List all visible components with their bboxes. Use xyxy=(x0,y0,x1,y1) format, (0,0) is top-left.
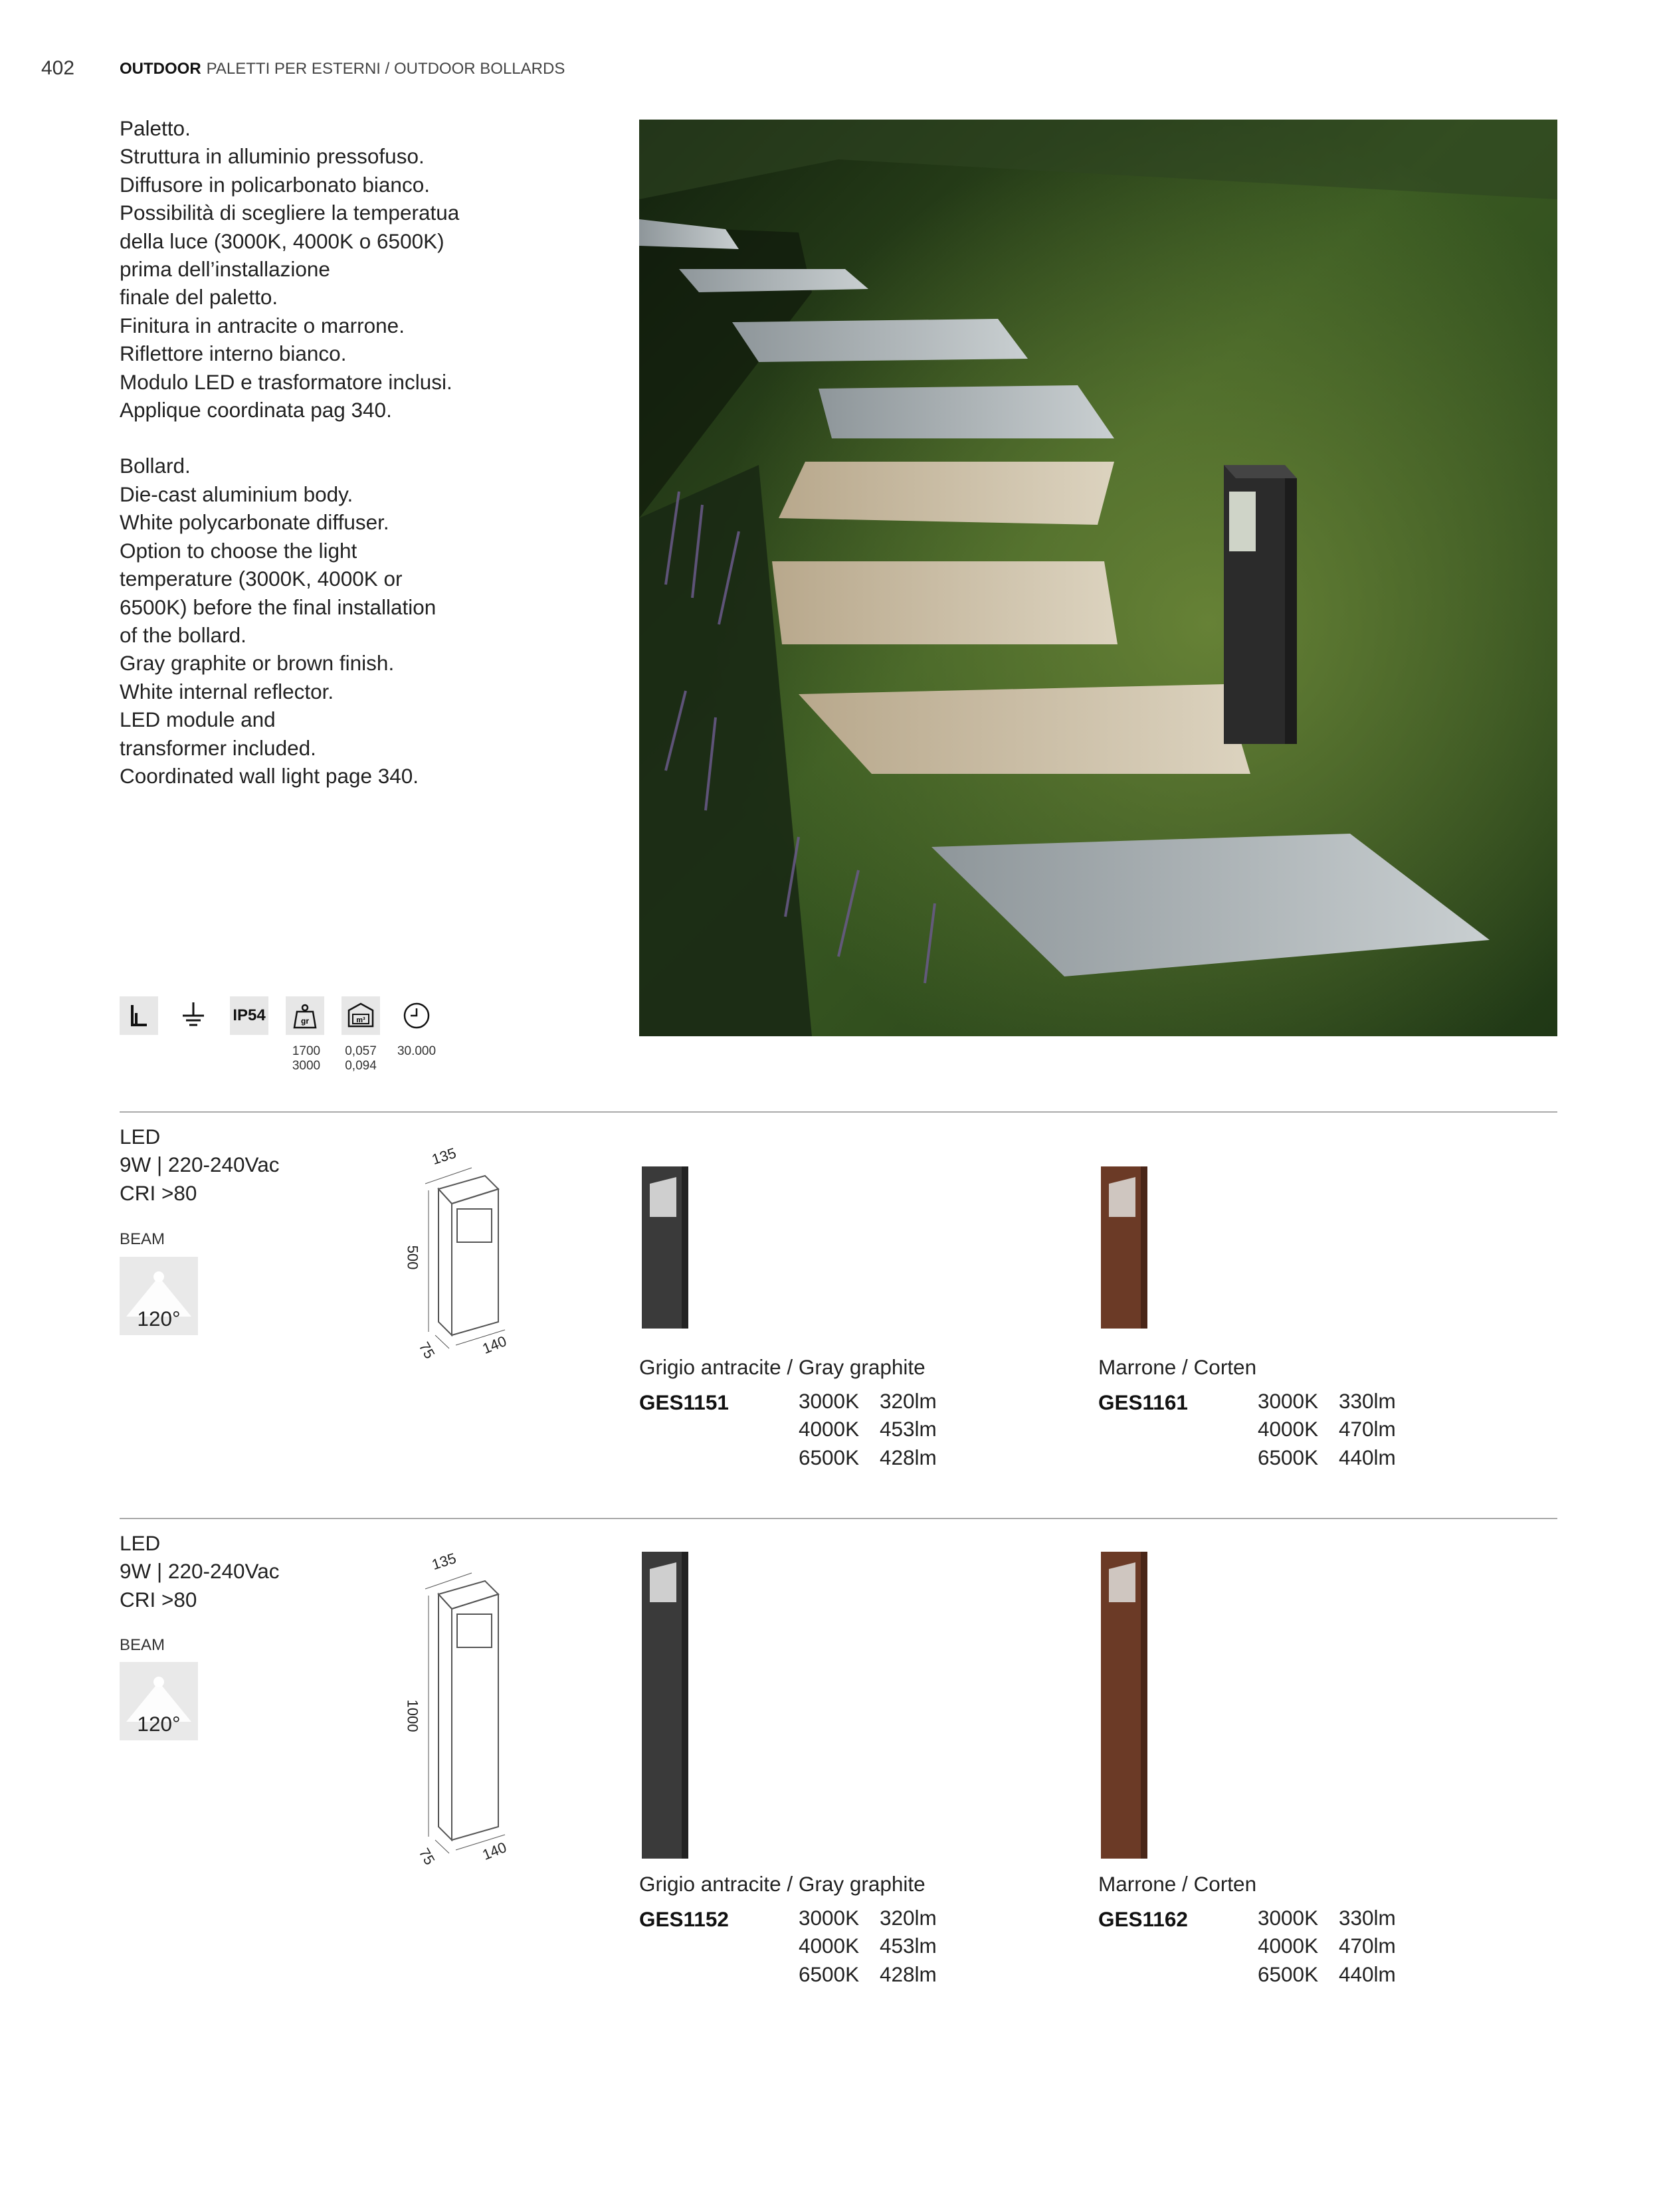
section-title: OUTDOOR xyxy=(120,60,201,78)
product-spec: LED 9W | 220-240Vac CRI >80 xyxy=(120,1531,280,1612)
dimension-drawing xyxy=(399,1548,518,1880)
dim-top: 135 xyxy=(429,1549,458,1574)
temp-row: 4000K 470lm xyxy=(1258,1417,1396,1441)
temp-row: 3000K 330lm xyxy=(1258,1906,1396,1930)
beam-angle: 120° xyxy=(137,1307,181,1331)
beam-diagram xyxy=(120,1257,198,1335)
weight-icon xyxy=(286,996,324,1035)
section-subtitle: PALETTI PER ESTERNI / OUTDOOR BOLLARDS xyxy=(206,60,565,78)
ip-rating: IP54 xyxy=(230,996,268,1035)
beam-diagram xyxy=(120,1662,198,1740)
finish-label: Marrone / Corten xyxy=(1098,1355,1257,1379)
lifetime-value: 30.000 xyxy=(397,1044,437,1058)
earth-ground-icon xyxy=(174,996,213,1035)
desc-line: Bollard. xyxy=(120,454,191,478)
desc-line: temperature (3000K, 4000K or xyxy=(120,567,403,591)
section-divider xyxy=(120,1518,1557,1519)
dim-depth: 75 xyxy=(415,1845,439,1868)
dim-top: 135 xyxy=(429,1144,458,1168)
color-temperature-list xyxy=(799,1904,937,1988)
temp-row: 4000K 453lm xyxy=(799,1417,937,1441)
dim-width: 140 xyxy=(480,1839,509,1864)
dim-width: 140 xyxy=(480,1333,509,1358)
temp-row: 6500K 440lm xyxy=(1258,1962,1396,1986)
desc-line: transformer included. xyxy=(120,735,316,760)
svg-text:gr: gr xyxy=(301,1016,309,1026)
desc-line: Coordinated wall light page 340. xyxy=(120,763,419,788)
desc-line: Applique coordinata pag 340. xyxy=(120,398,392,422)
desc-line: LED module and xyxy=(120,707,276,732)
desc-line: prima dell’installazione xyxy=(120,257,330,282)
page-header xyxy=(120,60,565,78)
desc-line: Riflettore interno bianco. xyxy=(120,341,347,366)
desc-line: Struttura in alluminio pressofuso. xyxy=(120,144,425,169)
dim-height: 500 xyxy=(404,1245,421,1270)
product-photo-corten xyxy=(1098,1549,1151,1865)
dimension-drawing xyxy=(399,1143,518,1368)
product-code: GES1161 xyxy=(1098,1390,1188,1414)
temp-row: 6500K 428lm xyxy=(799,1445,937,1469)
desc-line: White internal reflector. xyxy=(120,679,334,703)
product-description xyxy=(120,114,611,790)
desc-line: of the bollard. xyxy=(120,622,246,647)
color-temperature-list xyxy=(1258,1904,1396,1988)
desc-line: Diffusore in policarbonato bianco. xyxy=(120,172,430,197)
clock-icon xyxy=(397,996,436,1035)
garden-path-photo xyxy=(639,120,1557,1036)
finish-label: Marrone / Corten xyxy=(1098,1872,1257,1896)
svg-text:m³: m³ xyxy=(356,1016,365,1024)
product-photo-graphite xyxy=(639,1164,692,1335)
desc-line: Option to choose the light xyxy=(120,538,357,563)
temp-row: 3000K 320lm xyxy=(799,1389,937,1413)
finish-label: Grigio antracite / Gray graphite xyxy=(639,1872,926,1896)
product-code: GES1162 xyxy=(1098,1907,1188,1931)
page-number: 402 xyxy=(41,57,75,79)
desc-line: 6500K) before the final installation xyxy=(120,595,437,619)
product-code: GES1152 xyxy=(639,1907,729,1931)
section-divider xyxy=(120,1111,1557,1113)
color-temperature-list xyxy=(1258,1387,1396,1471)
desc-line: della luce (3000K, 4000K o 6500K) xyxy=(120,229,444,253)
dim-depth: 75 xyxy=(415,1338,439,1362)
volume-m3-icon xyxy=(342,996,380,1035)
temp-row: 6500K 428lm xyxy=(799,1962,937,1986)
desc-line: Gray graphite or brown finish. xyxy=(120,651,395,676)
product-spec: LED 9W | 220-240Vac CRI >80 xyxy=(120,1125,280,1205)
temp-row: 6500K 440lm xyxy=(1258,1445,1396,1469)
desc-line: Finitura in antracite o marrone. xyxy=(120,313,405,337)
desc-line: White polycarbonate diffuser. xyxy=(120,510,389,535)
temp-row: 4000K 453lm xyxy=(799,1934,937,1958)
color-temperature-list xyxy=(799,1387,937,1471)
beam-label: BEAM xyxy=(120,1230,165,1248)
temp-row: 4000K 470lm xyxy=(1258,1934,1396,1958)
class-1-icon xyxy=(120,996,158,1035)
product-photo-corten xyxy=(1098,1164,1151,1335)
desc-line: Modulo LED e trasformatore inclusi. xyxy=(120,369,452,394)
volume-values: 0,057 0,094 xyxy=(345,1044,377,1073)
product-photo-graphite xyxy=(639,1549,692,1865)
temp-row: 3000K 330lm xyxy=(1258,1389,1396,1413)
desc-line: Possibilità di scegliere la temperatua xyxy=(120,201,460,225)
dim-height: 1000 xyxy=(404,1699,421,1732)
finish-label: Grigio antracite / Gray graphite xyxy=(639,1355,926,1379)
beam-angle: 120° xyxy=(137,1712,181,1736)
weight-values: 1700 3000 xyxy=(292,1044,321,1073)
desc-line: finale del paletto. xyxy=(120,285,278,310)
temp-row: 3000K 320lm xyxy=(799,1906,937,1930)
beam-label: BEAM xyxy=(120,1636,165,1654)
product-code: GES1151 xyxy=(639,1390,729,1414)
desc-line: Die-cast aluminium body. xyxy=(120,482,353,506)
desc-line: Paletto. xyxy=(120,116,191,140)
